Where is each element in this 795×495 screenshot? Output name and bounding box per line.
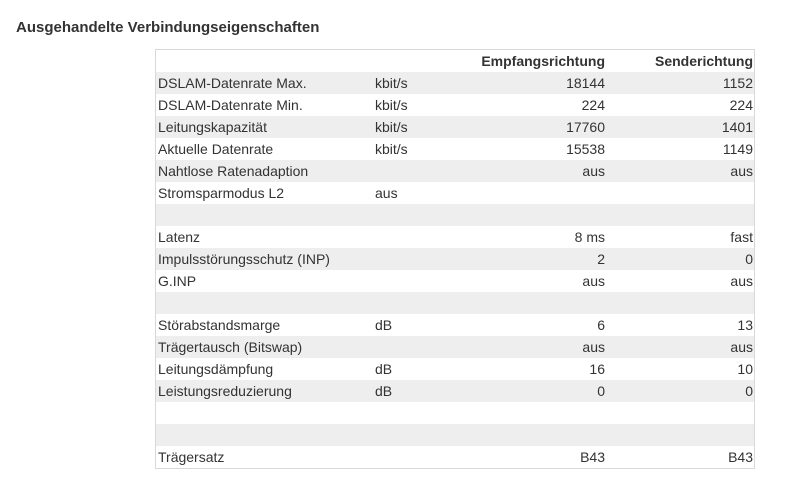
row-downstream-value: 18144 (566, 75, 605, 91)
row-label: Störabstandsmarge (158, 317, 281, 333)
table-row (156, 182, 754, 204)
table-row (156, 270, 754, 292)
row-label: DSLAM-Datenrate Min. (158, 97, 303, 113)
table-row (156, 446, 754, 468)
row-upstream-value: 13 (737, 317, 753, 333)
row-downstream-value: 17760 (566, 119, 605, 135)
table-row (156, 402, 754, 424)
table-row (156, 204, 754, 226)
table-row (156, 424, 754, 446)
row-upstream-value: 0 (745, 383, 753, 399)
connection-properties-table (155, 49, 755, 469)
row-downstream-value: 6 (597, 317, 605, 333)
row-upstream-value: aus (730, 339, 753, 355)
row-upstream-value: aus (730, 163, 753, 179)
row-unit: dB (375, 383, 393, 399)
row-label: Stromsparmodus L2 (158, 185, 285, 201)
table-row (156, 160, 754, 182)
table-row (156, 138, 754, 160)
row-unit: dB (375, 361, 393, 377)
table-row (156, 380, 754, 402)
table-row (156, 248, 754, 270)
row-unit: kbit/s (375, 75, 408, 91)
row-downstream-value: aus (582, 163, 605, 179)
row-upstream-value: B43 (728, 449, 753, 465)
row-unit: kbit/s (375, 97, 408, 113)
row-unit: dB (375, 317, 393, 333)
row-upstream-value: 0 (745, 251, 753, 267)
header-upstream: Senderichtung (654, 53, 753, 69)
row-label: Impulsstörungsschutz (INP) (158, 251, 330, 267)
header-downstream: Empfangsrichtung (481, 53, 605, 69)
row-downstream-value: 224 (581, 97, 605, 113)
row-upstream-value: 1152 (722, 75, 753, 91)
row-label: Leistungsreduzierung (158, 383, 292, 399)
table-row (156, 314, 754, 336)
row-upstream-value: 10 (737, 361, 753, 377)
row-upstream-value: fast (730, 229, 753, 245)
table-row (156, 358, 754, 380)
row-label: Latenz (158, 229, 201, 245)
table-row (156, 336, 754, 358)
row-label: DSLAM-Datenrate Max. (158, 75, 307, 91)
row-label: Aktuelle Datenrate (158, 141, 274, 157)
row-unit: aus (375, 185, 398, 201)
row-downstream-value: B43 (580, 449, 605, 465)
row-downstream-value: 0 (597, 383, 605, 399)
table-row (156, 226, 754, 248)
table-body (156, 72, 754, 468)
table-header-row (156, 50, 754, 72)
table-row (156, 116, 754, 138)
row-label: Trägertausch (Bitswap) (158, 339, 303, 355)
row-downstream-value: 8 ms (574, 229, 605, 245)
row-upstream-value: 1401 (721, 119, 753, 135)
row-upstream-value: aus (730, 273, 753, 289)
row-label: Trägersatz (158, 449, 225, 465)
section-title: Ausgehandelte Verbindungseigenschaften (16, 19, 320, 36)
row-downstream-value: 2 (597, 251, 605, 267)
row-label: Leitungskapazität (158, 119, 267, 135)
row-label: G.INP (158, 273, 197, 289)
row-downstream-value: aus (582, 339, 605, 355)
row-downstream-value: 15538 (566, 141, 605, 157)
row-downstream-value: 16 (589, 361, 605, 377)
row-unit: kbit/s (375, 119, 408, 135)
row-upstream-value: 224 (729, 97, 753, 113)
table-row (156, 292, 754, 314)
row-unit: kbit/s (375, 141, 408, 157)
row-label: Leitungsdämpfung (158, 361, 274, 377)
table-row (156, 94, 754, 116)
row-downstream-value: aus (582, 273, 605, 289)
table-row (156, 72, 754, 94)
row-upstream-value: 1149 (722, 141, 753, 157)
row-label: Nahtlose Ratenadaption (158, 163, 309, 179)
